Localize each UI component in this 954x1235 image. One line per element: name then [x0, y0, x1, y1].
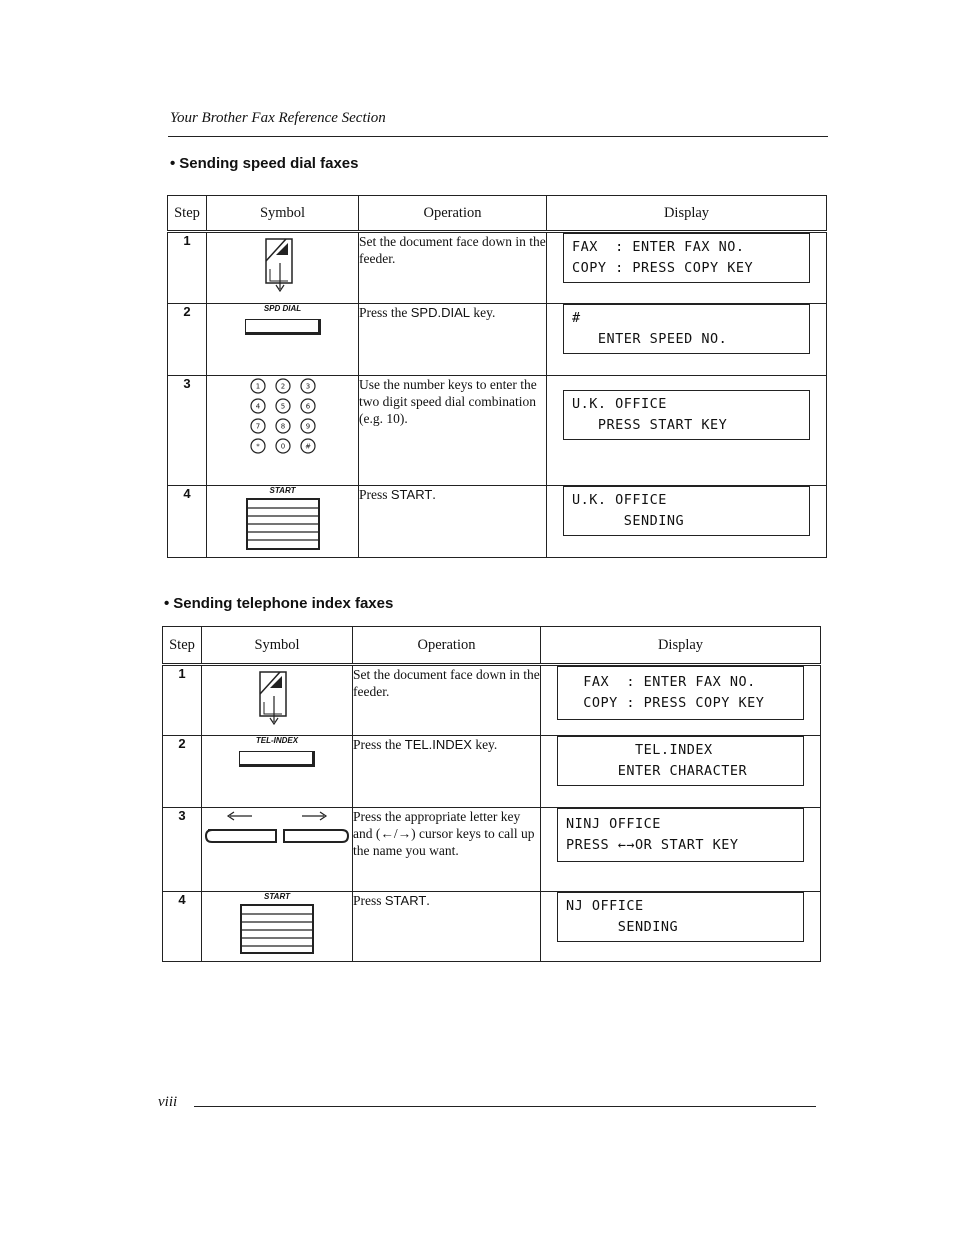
- symbol-label: START: [264, 892, 290, 901]
- table-row: [163, 808, 821, 892]
- step-number: 4: [163, 892, 202, 962]
- display-cell: [547, 232, 827, 304]
- document-feeder-icon: [252, 666, 302, 730]
- lcd-display: TEL.INDEX ENTER CHARACTER: [557, 736, 804, 786]
- tel-index-key-icon: [239, 751, 315, 767]
- header-display: Display: [541, 627, 821, 665]
- page-number: viii: [158, 1094, 178, 1110]
- table-row: [168, 304, 827, 376]
- table-row: [163, 736, 821, 808]
- operation-text: Press START.: [359, 486, 547, 558]
- start-key-icon: [246, 498, 320, 550]
- header-display: Display: [547, 196, 827, 232]
- section-title-speed-dial: • Sending speed dial faxes: [170, 155, 359, 172]
- symbol-cell: [202, 736, 353, 808]
- lcd-display: FAX : ENTER FAX NO. COPY : PRESS COPY KEY: [563, 233, 810, 283]
- display-cell: [541, 808, 821, 892]
- symbol-cell: [207, 304, 359, 376]
- svg-text:6: 6: [305, 402, 310, 411]
- header-rule: [168, 136, 828, 137]
- operation-text: Press the TEL.INDEX key.: [353, 736, 541, 808]
- symbol-cell: [202, 892, 353, 962]
- table-row: [163, 665, 821, 736]
- running-head: Your Brother Fax Reference Section: [170, 110, 386, 126]
- symbol-cell: [207, 376, 359, 486]
- symbol-cell: [207, 486, 359, 558]
- header-step: Step: [163, 627, 202, 665]
- header-symbol: Symbol: [207, 196, 359, 232]
- step-number: 2: [168, 304, 207, 376]
- step-number: 4: [168, 486, 207, 558]
- symbol-label: START: [269, 486, 296, 495]
- display-cell: [541, 665, 821, 736]
- bullet-icon: •: [170, 155, 176, 172]
- operation-text: Press START.: [353, 892, 541, 962]
- svg-text:0: 0: [280, 442, 285, 451]
- svg-text:#: #: [304, 442, 311, 451]
- step-number: 1: [163, 665, 202, 736]
- svg-text:3: 3: [305, 382, 310, 391]
- symbol-label: TEL-INDEX: [255, 736, 299, 745]
- step-number: 3: [163, 808, 202, 892]
- table-row: [168, 376, 827, 486]
- tel-index-table: [162, 626, 821, 962]
- svg-text:9: 9: [305, 422, 310, 431]
- operation-text: Press the appropriate letter key and (←/→) cursor keys to call up the name you want.: [353, 808, 541, 892]
- symbol-label: SPD DIAL: [263, 304, 302, 313]
- speed-dial-key-icon: [245, 319, 321, 335]
- step-number: 3: [168, 376, 207, 486]
- lcd-display: NINJ OFFICE PRESS ←→OR START KEY: [557, 808, 804, 862]
- table-row: [168, 232, 827, 304]
- lcd-display: U.K. OFFICE PRESS START KEY: [563, 390, 810, 440]
- svg-text:5: 5: [280, 402, 285, 411]
- display-cell: [547, 486, 827, 558]
- display-cell: [541, 892, 821, 962]
- operation-text: Press the SPD.DIAL key.: [359, 304, 547, 376]
- lcd-display: # ENTER SPEED NO.: [563, 304, 810, 354]
- table-row: [168, 486, 827, 558]
- svg-text:4: 4: [255, 402, 260, 411]
- number-keypad-icon: [238, 376, 328, 456]
- header-symbol: Symbol: [202, 627, 353, 665]
- symbol-cell: [202, 665, 353, 736]
- step-number: 2: [163, 736, 202, 808]
- lcd-display: FAX : ENTER FAX NO. COPY : PRESS COPY KEY: [557, 666, 804, 720]
- operation-text: Use the number keys to enter the two digit speed dial combination (e.g. 10).: [359, 376, 547, 486]
- svg-text:*: *: [255, 442, 260, 451]
- step-number: 1: [168, 232, 207, 304]
- symbol-cell: [207, 232, 359, 304]
- start-key-icon: [240, 904, 314, 954]
- display-cell: [547, 376, 827, 486]
- footer-rule: [194, 1106, 816, 1107]
- lcd-display: NJ OFFICE SENDING: [557, 892, 804, 942]
- operation-text: Set the document face down in the feeder.: [353, 665, 541, 736]
- svg-text:2: 2: [280, 382, 285, 391]
- document-feeder-icon: [258, 233, 308, 297]
- section-title-tel-index: • Sending telephone index faxes: [164, 595, 394, 612]
- svg-text:1: 1: [255, 382, 260, 391]
- operation-text: Set the document face down in the feeder.: [359, 232, 547, 304]
- symbol-cell: [202, 808, 353, 892]
- header-operation: Operation: [359, 196, 547, 232]
- speed-dial-table: [167, 195, 827, 558]
- lcd-display: U.K. OFFICE SENDING: [563, 486, 810, 536]
- display-cell: [547, 304, 827, 376]
- svg-text:7: 7: [255, 422, 260, 431]
- display-cell: [541, 736, 821, 808]
- svg-text:8: 8: [280, 422, 285, 431]
- header-step: Step: [168, 196, 207, 232]
- header-operation: Operation: [353, 627, 541, 665]
- bullet-icon: •: [164, 595, 170, 612]
- table-row: [163, 892, 821, 962]
- cursor-keys-icon: [204, 808, 350, 848]
